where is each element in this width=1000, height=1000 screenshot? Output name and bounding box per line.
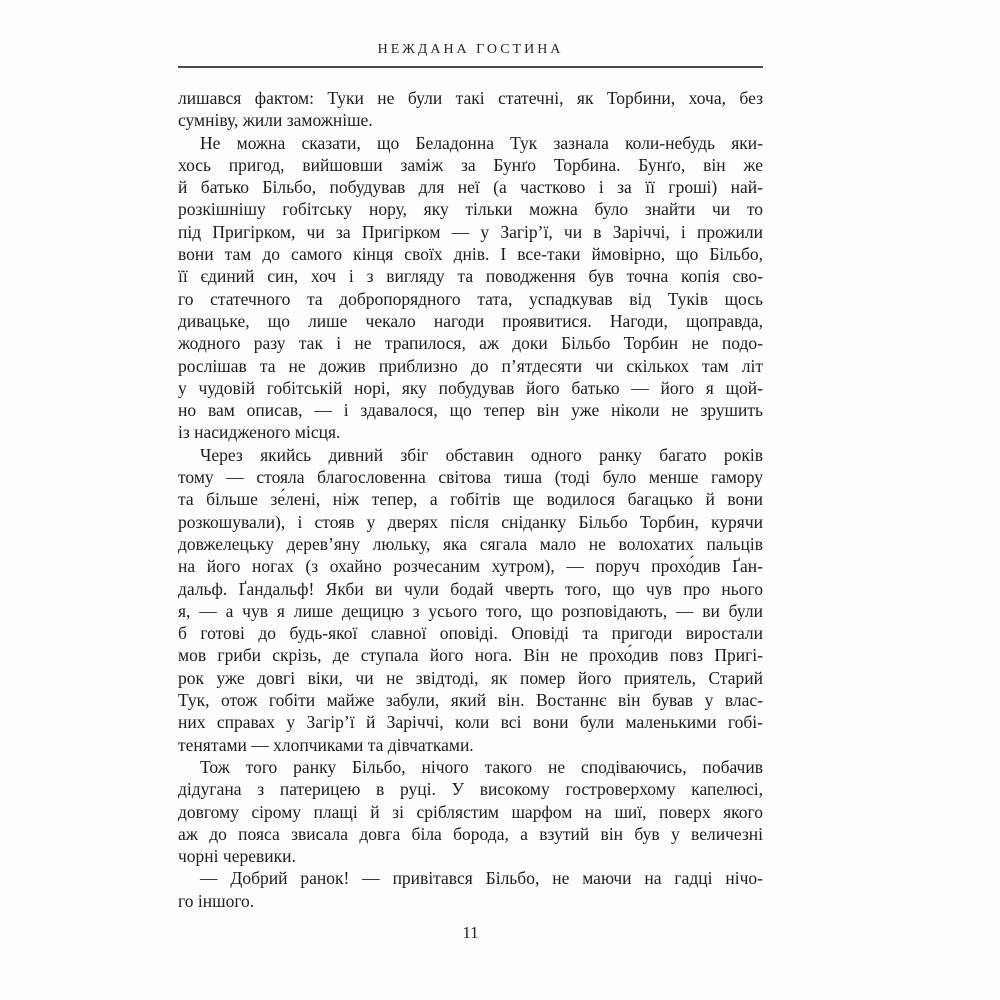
text-line: під Пригірком, чи за Пригірком — у Загір’ї, чи в Заріччі, і прожили [178,221,763,242]
text-line: із насидженого місця. [178,422,341,443]
body-text [178,87,763,912]
text-line: та більше зе́лені, ніж тепер, а гобітів ще водилося багацько й вони [178,489,763,510]
text-column [178,0,763,941]
text-line: й батько Більбо, побудував для неї (а частково і за її гроші) най- [178,177,763,198]
text-line: вони там до самого кінця своїх днів. І все-таки ймовірно, що Більбо, [178,244,763,265]
text-line: хось пригод, вийшовши заміж за Бунґо Торбина. Бунґо, він же [178,154,763,175]
text-line: Через якийсь дивний збіг обставин одного ранку багато років [200,444,763,465]
text-line: лишався фактом: Туки не були такі статечні, як Торбини, хоча, без [178,88,763,108]
text-line: чорні черевики. [178,846,296,867]
text-line: них справах у Загір’ї й Заріччі, коли всі вони були маленькими гобі- [178,712,763,733]
text-line: дивацьке, що лише чекало нагоди проявитися. Нагоди, щоправда, [178,310,763,331]
header-rule [178,66,763,68]
text-line: рок уже довгі віки, чи не звідтоді, як помер його приятель, Старий [178,667,763,688]
text-line: дідугана з патерицею в руці. У високому гостроверхому капелюсі, [178,779,763,800]
text-line: Не можна сказати, що Беладонна Тук зазнала коли-небудь яки- [200,132,763,153]
text-line: її єдиний син, хоч і з вигляду та поводження був точна копія сво- [178,266,763,287]
text-line: жодного разу так і не трапилося, аж доки Більбо Торбин не подо- [178,333,763,354]
text-line: у чудовій гобітській норі, яку побудував його батько — його я щой- [178,377,763,398]
text-line: рослішав та не дожив приблизно до п’ятдесяти чи скількох там літ [178,355,763,376]
text-line: аж до пояса звисала довга біла борода, а взутий він був у величезні [178,823,763,844]
running-header: НЕЖДАНА ГОСТИНА [377,42,564,57]
text-line: дальф. Ґандальф! Якби ви чули бодай чверть того, що чув про нього [178,578,763,599]
text-line: розкішнішу гобітську нору, яку тільки можна було знайти чи то [178,199,763,220]
text-line: сумніву, жили заможніше. [178,110,373,131]
text-line: я, — а чув я лише дещицю з усього того, що розповідають, — ви були [178,600,763,621]
text-line: розкошували), і стояв у дверях після сніданку Більбо Торбин, курячи [178,511,763,532]
text-line: — Добрий ранок! — привітався Більбо, не маючи на гадці нічо- [200,868,763,889]
text-line: Тук, отож гобіти майже забули, який він. Востаннє він бував у влас- [178,690,763,711]
text-line: го іншого. [178,890,255,911]
text-line: довгому сірому плащі й зі сріблястим шарфом на шиї, поверх якого [178,801,763,822]
text-line: довжелецьку дерев’яну люльку, яка сягала мало не волохатих пальців [178,533,763,554]
text-line: мов гриби скрізь, де ступала його нога. Він не прохо́див повз Пригі- [178,645,763,666]
text-line: на його ногах (з охайно розчесаним хутром), — поруч прохо́див Ґан- [178,556,763,577]
text-line: но вам описав, — і здавалося, що тепер він уже ніколи не зрушить [178,400,763,421]
text-line: тенятами — хлопчиками та дівчатками. [178,734,474,755]
text-line: го статечного та добропорядного тата, успадкував від Туків щось [178,288,763,309]
text-line: тому — стояла благословенна світова тиша (тоді було менше гамору [178,467,763,488]
text-line: Тож того ранку Більбо, нічого такого не сподіваючись, побачив [200,756,763,777]
page-number: 11 [462,922,479,942]
text-line: б готові до будь-якої славної оповіді. Оповіді та пригоди виростали [178,623,763,644]
